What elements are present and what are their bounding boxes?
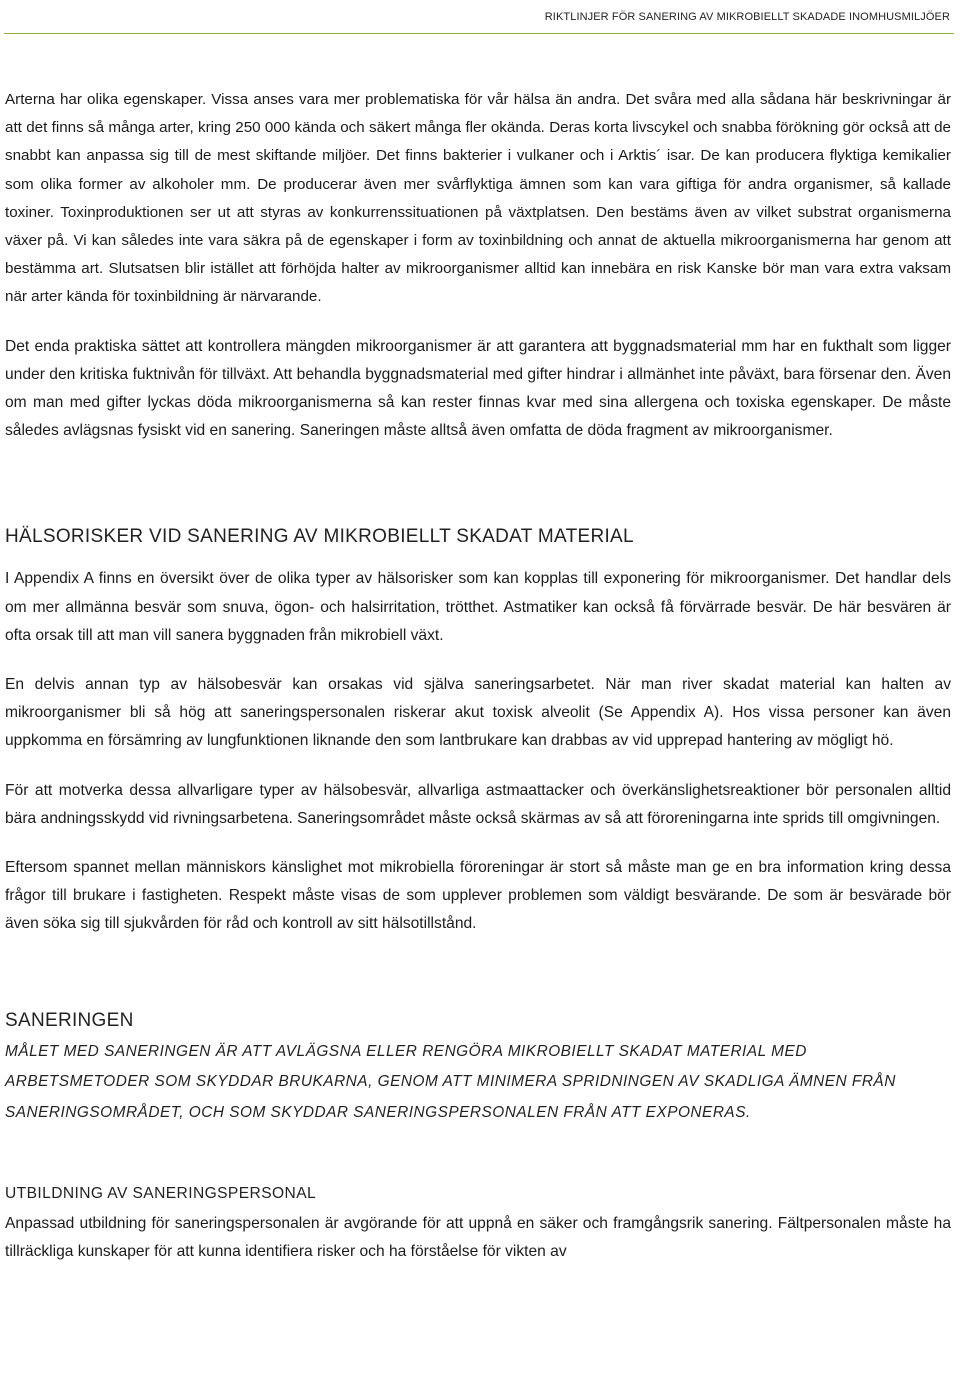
paragraph-species-properties: Arterna har olika egenskaper. Vissa anses vara mer problematiska för vår hälsa än andra. Det svåra med alla sådana här beskrivningar är att det finns så många arter, kring 250 000 kända och säkert många fler okända. Deras korta livscykel och snabba förökning gör också att de snabbt kan anpassa sig till de mest skiftande miljöer. Det finns bakterier i vulkaner och i Arktis´ isar. De kan producera flyktiga kemikalier som olika former av alkoholer mm. De producerar även mer svårflyktiga ämnen som kan vara giftiga för andra organismer, så kallade toxiner. Toxinproduktionen ser ut att styras av konkurrenssituationen på växtplatsen. Den bestäms även av vilket substrat organismerna växer på. Vi kan således inte vara säkra på de egenskaper i form av toxinbildning och annat de aktuella mikroorganismerna har genom att bestämma art. Slutsatsen blir istället att förhöjda halter av mikroorganismer alltid kan innebära en risk Kanske bör man vara extra vaksam när arter kända för toxinbildning är närvarande. — [5, 91, 951, 306]
goal-line: ARBETSMETODER SOM SKYDDAR BRUKARNA, GENOM ATT MINIMERA SPRIDNINGEN AV SKADLIGA ÄMNEN FRÅN — [5, 1073, 896, 1091]
heading-health-risks: HÄLSORISKER VID SANERING AV MIKROBIELLT SKADAT MATERIAL — [5, 526, 634, 548]
heading-training: UTBILDNING AV SANERINGSPERSONAL — [5, 1185, 317, 1203]
paragraph-moisture-control: Det enda praktiska sättet att kontrollera mängden mikroorganismer är att garantera att byggnadsmaterial mm har en fukthalt som ligger under den kritiska fuktnivån för tillväxt. Att behandla byggnadsmaterial med gifter hindrar i allmänhet inte påväxt, bara försenar den. Även om man med gifter lyckas döda mikroorganismerna så kan rester finnas kvar med sina allergena och toxiska egenskaper. De måste således avlägsnas fysiskt vid en sanering. Saneringen måste alltså även omfatta de döda fragment av mikroorganismer. — [5, 337, 951, 440]
paragraph-information: Eftersom spannet mellan människors känslighet mot mikrobiella föroreningar är stort så måste man ge en bra information kring dessa frågor till brukare i fastigheten. Respekt måste visas de som upplever problemen som väldigt besvärande. De som är besvärade bör även söka sig till sjukvården för råd och kontroll av sitt hälsotillstånd. — [5, 859, 951, 933]
paragraph-appendix-overview: I Appendix A finns en översikt över de olika typer av hälsorisker som kan kopplas till exponering för mikroorganismer. Det handlar dels om mer allmänna besvär som snuva, ögon- och halsirritation, trötthet. Astmatiker kan också få förvärrade besvär. De här besvären är ofta orsak till att man vill sanera byggnaden från mikrobiell växt. — [5, 570, 951, 644]
goal-line: MÅLET MED SANERINGEN ÄR ATT AVLÄGSNA ELLER RENGÖRA MIKROBIELLT SKADAT MATERIAL MED — [5, 1042, 807, 1060]
paragraph-protective-measures: För att motverka dessa allvarligare typer av hälsobesvär, allvarliga astmaattacker och överkänslighetsreaktioner bör personalen alltid bära andningsskydd vid rivningsarbetena. Saneringsområdet måste också skärmas av så att föroreningarna inte sprids till omgivningen. — [5, 781, 951, 827]
paragraph-training: Anpassad utbildning för saneringspersonalen är avgörande för att uppnå en säker och framgångsrik sanering. Fältpersonalen måste ha tillräckliga kunskaper för att kunna identifiera risker och ha förståelse för vikten av — [5, 1215, 951, 1261]
paragraph-remediation-risks: En delvis annan typ av hälsobesvär kan orsakas vid själva saneringsarbetet. När man river skadat material kan halten av mikroorganismer bli så hög att saneringspersonalen riskerar akut toxisk alveolit (Se Appendix A). Hos vissa personer kan även uppkomma en försämring av lungfunktionen liknande den som lantbrukare kan drabbas av vid upprepad hantering av mögligt hö. — [5, 676, 951, 750]
goal-line: SANERINGSOMRÅDET, OCH SOM SKYDDAR SANERINGSPERSONALEN FRÅN ATT EXPONERAS. — [5, 1103, 751, 1121]
header-divider — [4, 33, 954, 34]
running-header: RIKTLINJER FÖR SANERING AV MIKROBIELLT SKADADE INOMHUSMILJÖER — [544, 11, 950, 23]
document-body — [5, 86, 951, 1267]
heading-sanering: SANERINGEN — [5, 1009, 134, 1031]
goal-statement — [5, 1037, 951, 1129]
